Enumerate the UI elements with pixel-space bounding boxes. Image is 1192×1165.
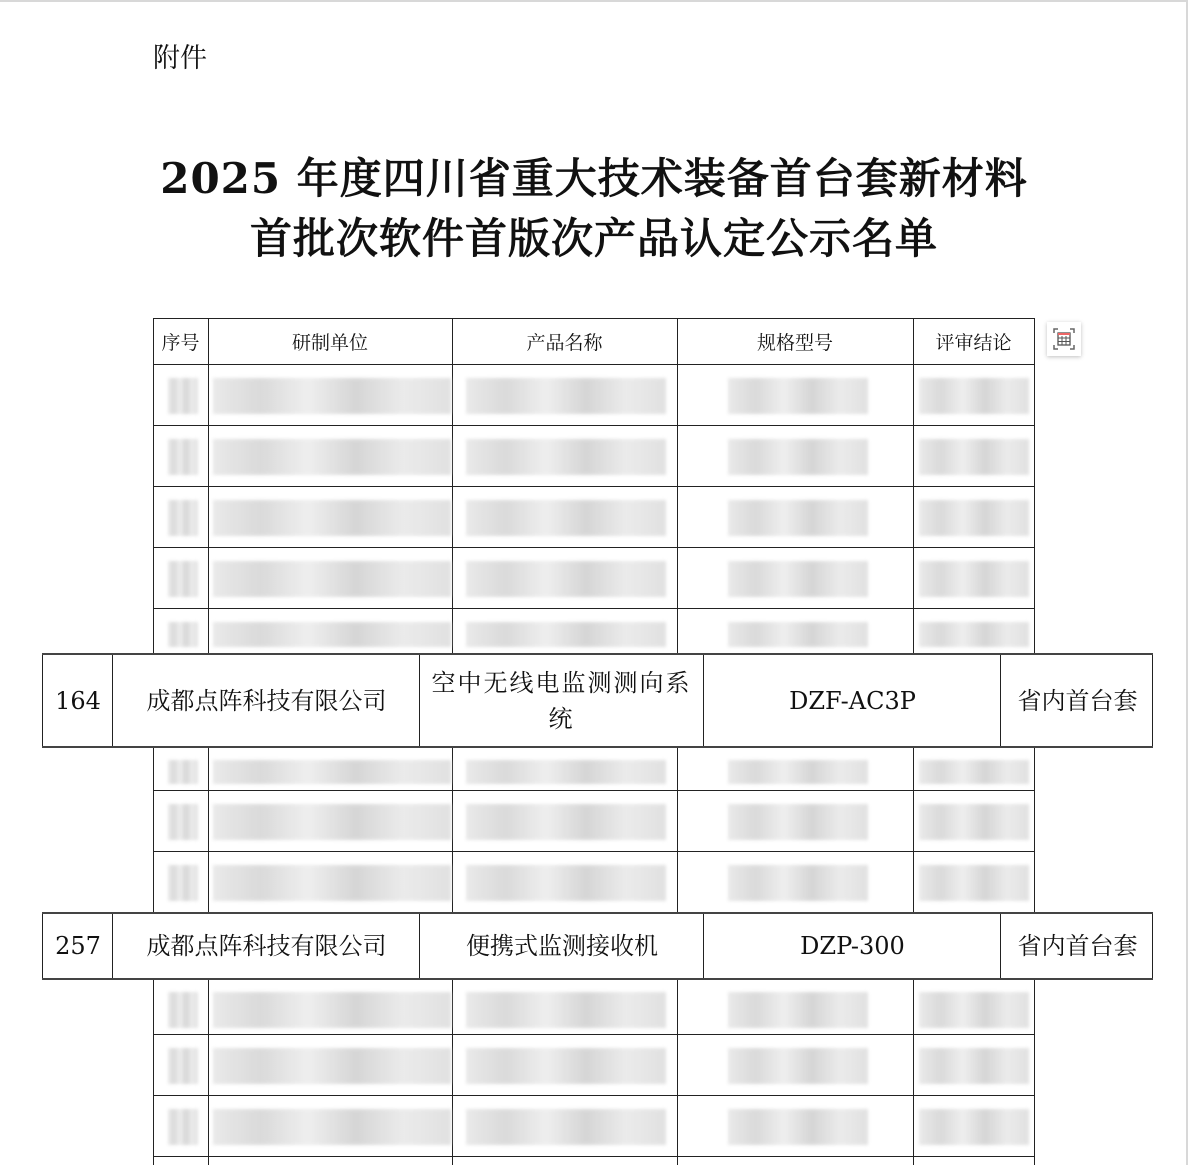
redacted-cell bbox=[466, 622, 666, 647]
row-divider bbox=[153, 425, 1034, 426]
redacted-cell bbox=[466, 1109, 666, 1145]
redacted-cell bbox=[919, 1109, 1029, 1145]
redacted-cell bbox=[728, 1048, 868, 1084]
cell-no: 257 bbox=[42, 914, 113, 978]
row-divider bbox=[153, 851, 1034, 852]
redacted-cell bbox=[213, 561, 451, 597]
redacted-cell bbox=[728, 865, 868, 901]
redacted-cell bbox=[466, 378, 666, 414]
header-model: 规格型号 bbox=[756, 331, 833, 354]
redacted-cell bbox=[168, 622, 198, 647]
table-select-icon[interactable] bbox=[1047, 322, 1081, 356]
redacted-cell bbox=[728, 622, 868, 647]
redacted-cell bbox=[919, 992, 1029, 1028]
redacted-cell bbox=[728, 992, 868, 1028]
cell-no: 164 bbox=[42, 655, 113, 746]
redacted-cell bbox=[168, 1048, 198, 1084]
redacted-cell bbox=[213, 378, 451, 414]
cell-result: 省内首台套 bbox=[1000, 914, 1154, 978]
attachment-label: 附件 bbox=[153, 43, 207, 74]
redacted-cell bbox=[919, 1048, 1029, 1084]
highlighted-row-257 bbox=[42, 912, 1153, 980]
row-divider bbox=[153, 1034, 1034, 1035]
redacted-cell bbox=[213, 804, 451, 840]
row-divider bbox=[153, 364, 1034, 365]
row-divider bbox=[153, 608, 1034, 609]
redacted-cell bbox=[919, 500, 1029, 536]
redacted-cell bbox=[213, 439, 451, 475]
redacted-cell bbox=[168, 804, 198, 840]
redacted-cell bbox=[466, 439, 666, 475]
cell-result: 省内首台套 bbox=[1000, 655, 1154, 746]
row-divider bbox=[153, 547, 1034, 548]
redacted-cell bbox=[213, 865, 451, 901]
redacted-cell bbox=[213, 1048, 451, 1084]
redacted-cell bbox=[919, 760, 1029, 784]
highlighted-row-164 bbox=[42, 653, 1153, 748]
redacted-cell bbox=[466, 561, 666, 597]
redacted-cell bbox=[466, 1048, 666, 1084]
row-divider bbox=[153, 486, 1034, 487]
cell-product: 便携式监测接收机 bbox=[419, 914, 704, 978]
redacted-cell bbox=[728, 378, 868, 414]
redacted-cell bbox=[466, 760, 666, 784]
redacted-cell bbox=[919, 561, 1029, 597]
redacted-cell bbox=[919, 622, 1029, 647]
redacted-cell bbox=[466, 500, 666, 536]
row-divider bbox=[153, 1095, 1034, 1096]
header-result: 评审结论 bbox=[935, 331, 1012, 354]
redacted-cell bbox=[213, 622, 451, 647]
redacted-cell bbox=[466, 804, 666, 840]
redacted-cell bbox=[728, 804, 868, 840]
header-no: 序号 bbox=[161, 331, 200, 354]
redacted-cell bbox=[168, 992, 198, 1028]
redacted-cell bbox=[213, 1109, 451, 1145]
redacted-cell bbox=[168, 760, 198, 784]
redacted-cell bbox=[168, 500, 198, 536]
redacted-cell bbox=[466, 865, 666, 901]
header-product: 产品名称 bbox=[526, 331, 603, 354]
header-company: 研制单位 bbox=[291, 331, 368, 354]
cell-company: 成都点阵科技有限公司 bbox=[112, 655, 420, 746]
redacted-cell bbox=[728, 561, 868, 597]
redacted-cell bbox=[728, 1109, 868, 1145]
redacted-cell bbox=[919, 378, 1029, 414]
row-divider bbox=[153, 1156, 1034, 1157]
redacted-cell bbox=[919, 865, 1029, 901]
cell-model: DZP-300 bbox=[703, 914, 1001, 978]
redacted-cell bbox=[728, 439, 868, 475]
redacted-cell bbox=[168, 439, 198, 475]
redacted-cell bbox=[728, 760, 868, 784]
redacted-cell bbox=[168, 1109, 198, 1145]
redacted-cell bbox=[168, 865, 198, 901]
redacted-cell bbox=[213, 760, 451, 784]
redacted-cell bbox=[466, 992, 666, 1028]
redacted-cell bbox=[728, 500, 868, 536]
redacted-cell bbox=[919, 439, 1029, 475]
redacted-cell bbox=[213, 992, 451, 1028]
cell-model: DZF-AC3P bbox=[703, 655, 1001, 746]
title-line-1: 2025 年度四川省重大技术装备首台套新材料 bbox=[160, 154, 1028, 203]
redacted-cell bbox=[168, 378, 198, 414]
redacted-cell bbox=[919, 804, 1029, 840]
redacted-cell bbox=[168, 561, 198, 597]
cell-company: 成都点阵科技有限公司 bbox=[112, 914, 420, 978]
redacted-cell bbox=[213, 500, 451, 536]
row-divider bbox=[153, 790, 1034, 791]
title-line-2: 首批次软件首版次产品认定公示名单 bbox=[249, 214, 938, 263]
cell-product: 空中无线电监测测向系统 bbox=[419, 655, 703, 746]
